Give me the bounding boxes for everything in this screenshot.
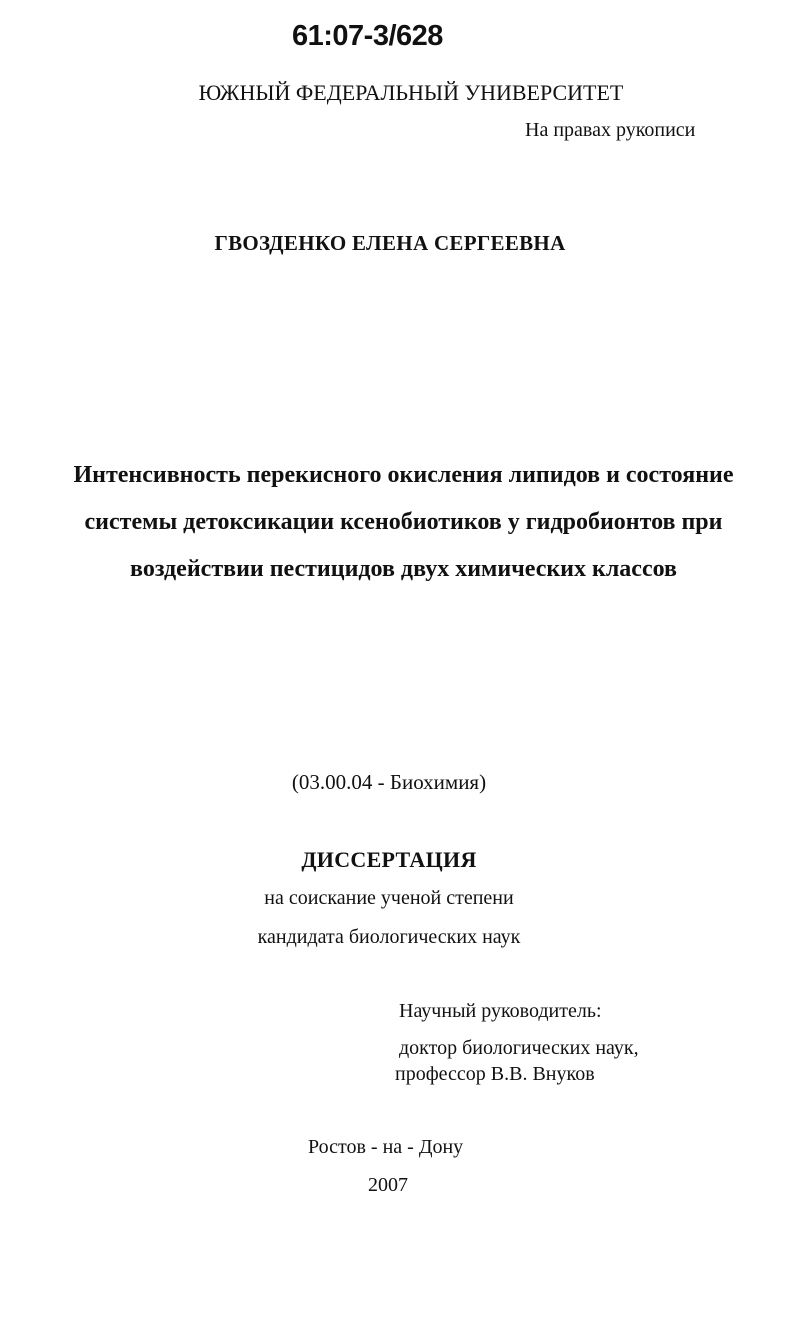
degree-line: на соискание ученой степени xyxy=(264,887,514,909)
specialty-code: (03.00.04 - Биохимия) xyxy=(291,770,487,794)
author-name: ГВОЗДЕНКО ЕЛЕНА СЕРГЕЕВНА xyxy=(214,231,566,255)
rights-note: На правах рукописи xyxy=(525,119,696,141)
year: 2007 xyxy=(368,1174,408,1196)
work-type: ДИССЕРТАЦИЯ xyxy=(301,847,477,872)
title-line: системы детоксикации ксенобиотиков у гидробионтов при xyxy=(84,509,723,535)
title-line: Интенсивность перекисного окисления липидов и состояние xyxy=(73,462,734,488)
catalog-stamp: 61:07-3/628 xyxy=(292,20,443,52)
degree-line: кандидата биологических наук xyxy=(257,926,521,948)
title-line: воздействии пестицидов двух химических классов xyxy=(130,556,677,582)
supervisor-degree: доктор биологических наук, xyxy=(399,1037,639,1059)
dissertation-title xyxy=(40,452,767,593)
supervisor-name: профессор В.В. Внуков xyxy=(395,1063,595,1085)
university-name: ЮЖНЫЙ ФЕДЕРАЛЬНЫЙ УНИВЕРСИТЕТ xyxy=(198,80,624,105)
supervisor-label: Научный руководитель: xyxy=(399,1000,602,1022)
city: Ростов - на - Дону xyxy=(308,1136,464,1158)
